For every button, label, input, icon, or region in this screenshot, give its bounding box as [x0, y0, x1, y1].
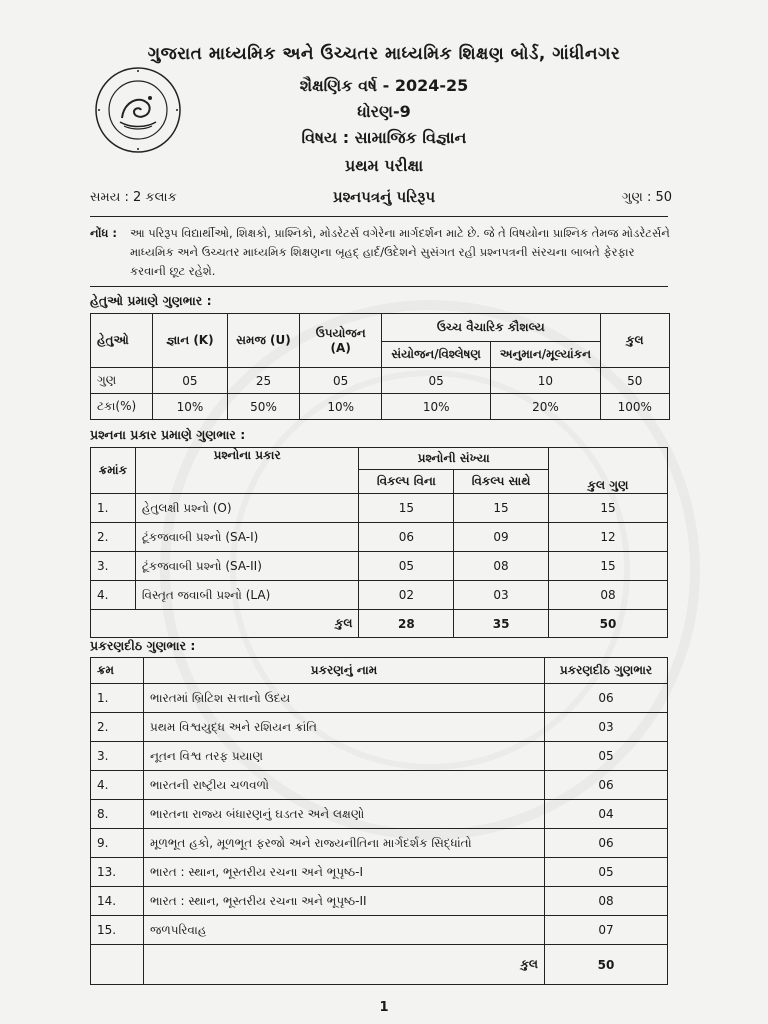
cell-chapter-name: મૂળભૂત હકો, મૂળભૂત ફરજો અને રાજ્યનીતિના માર્ગદર્શક સિદ્ધાંતો	[144, 829, 545, 858]
standard: ધોરણ-9	[357, 102, 411, 121]
total-label: કુલ	[144, 945, 545, 985]
cell-total: 50	[600, 368, 669, 394]
cell-marks: 03	[545, 713, 668, 742]
table-row	[91, 494, 668, 523]
cell-with: 15	[454, 494, 549, 523]
cell-sr: 1.	[91, 494, 136, 523]
objectives-table	[90, 313, 670, 420]
header-application: ઉપયોજન (A)	[300, 314, 382, 368]
table-row	[91, 523, 668, 552]
cell-marks: 07	[545, 916, 668, 945]
cell-marks: 05	[545, 858, 668, 887]
header-without-option: વિકલ્પ વિના	[359, 470, 454, 494]
cell-total: 15	[548, 494, 667, 523]
table-row	[91, 713, 668, 742]
qtypes-table	[90, 447, 668, 638]
table-row	[91, 742, 668, 771]
header-total: કુલ	[600, 314, 669, 368]
table-row	[91, 916, 668, 945]
cell-marks: 06	[545, 829, 668, 858]
total-without: 28	[359, 610, 454, 638]
cell-without: 15	[359, 494, 454, 523]
header-understanding: સમજ (U)	[227, 314, 300, 368]
header-with-option: વિકલ્પ સાથે	[454, 470, 549, 494]
cell-total: 12	[548, 523, 667, 552]
header-analysis: સંયોજન/વિશ્લેષણ	[381, 342, 490, 368]
cell-with: 09	[454, 523, 549, 552]
cell-sr: 13.	[91, 858, 144, 887]
cell-sr: 9.	[91, 829, 144, 858]
cell-chapter-name: ભારતમાં બ્રિટિશ સત્તાનો ઉદય	[144, 684, 545, 713]
header-count: પ્રશ્નોની સંખ્યા	[359, 448, 548, 470]
cell-total: 100%	[600, 394, 669, 420]
cell-marks: 04	[545, 800, 668, 829]
objectives-section-title: હેતુઓ પ્રમાણે ગુણભાર :	[90, 293, 212, 308]
cell-sr: 8.	[91, 800, 144, 829]
cell-knowledge: 05	[153, 368, 227, 394]
table-row	[91, 684, 668, 713]
header-sr: ક્રમાંક	[91, 448, 136, 494]
cell-type: વિસ્તૃત જવાબી પ્રશ્નો (LA)	[135, 581, 359, 610]
cell-marks: 08	[545, 887, 668, 916]
cell-chapter-name: નૂતન વિશ્વ તરફ પ્રયાણ	[144, 742, 545, 771]
note-label: નોંધ :	[90, 226, 117, 240]
cell-chapter-name: ભારત : સ્થાન, ભૂસ્તરીય રચના અને ભૂપૃષ્ઠ-I	[144, 858, 545, 887]
cell-chapter-name: ભારત : સ્થાન, ભૂસ્તરીય રચના અને ભૂપૃષ્ઠ-II	[144, 887, 545, 916]
table-row	[91, 829, 668, 858]
cell-type: હેતુલક્ષી પ્રશ્નો (O)	[135, 494, 359, 523]
cell-with: 08	[454, 552, 549, 581]
note-text: આ પરિરૂપ વિદ્યાર્થીઓ, શિક્ષકો, પ્રાશ્નિકો, મોડરેટર્સ વગેરેના માર્ગદર્શન માટે છે. જે તે વિષયોના પ્રાશ્નિક તેમજ મોડરેટર્સને માધ્યમિક અને ઉચ્ચતર માધ્યમિક શિક્ષણના બૃહદ્ હાર્દ/ઉદેશને સુસંગત રહી પ્રશ્નપત્રની સંરચના બાબતે ફેરફાર કરવાની છૂટ રહેશે.	[130, 226, 670, 278]
total-row	[91, 610, 668, 638]
row-label: ગુણ	[91, 368, 153, 394]
cell-sr: 4.	[91, 771, 144, 800]
table-row	[91, 858, 668, 887]
cell-application: 10%	[300, 394, 382, 420]
cell-sr: 4.	[91, 581, 136, 610]
cell-sr: 15.	[91, 916, 144, 945]
academic-year: શૈક્ષણિક વર્ષ - 2024-25	[299, 76, 469, 95]
total-marks: ગુણ : 50	[621, 190, 672, 205]
total-label: કુલ	[91, 610, 359, 638]
header-chapter-name: પ્રકરણનું નામ	[144, 658, 545, 684]
table-row	[91, 581, 668, 610]
cell-chapter-name: ભારતના રાજ્ય બંધારણનું ઘડતર અને લક્ષણો	[144, 800, 545, 829]
cell-understanding: 50%	[227, 394, 300, 420]
page-number: 1	[379, 1000, 389, 1015]
cell-sr: 3.	[91, 742, 144, 771]
cell-type: ટૂંકજવાબી પ્રશ્નો (SA-I)	[135, 523, 359, 552]
divider	[90, 216, 668, 217]
cell-sr: 3.	[91, 552, 136, 581]
cell-marks: 06	[545, 684, 668, 713]
header-evaluation: અનુમાન/મૂલ્યાંકન	[491, 342, 600, 368]
header-type: પ્રશ્નોના પ્રકાર	[135, 448, 359, 494]
cell-sr: 2.	[91, 523, 136, 552]
table-row	[91, 771, 668, 800]
paper-pattern-title: પ્રશ્નપત્રનું પરિરૂપ	[332, 188, 436, 206]
table-row	[91, 887, 668, 916]
header-chapter-marks: પ્રકરણદીઠ ગુણભાર	[545, 658, 668, 684]
chapters-table	[90, 657, 668, 985]
qtypes-section-title: પ્રશ્નના પ્રકાર પ્રમાણે ગુણભાર :	[90, 427, 246, 442]
total-with: 35	[454, 610, 549, 638]
total-marks: 50	[548, 610, 667, 638]
cell-without: 05	[359, 552, 454, 581]
subject: વિષય : સામાજિક વિજ્ઞાન	[301, 128, 467, 147]
header-hots: ઉચ્ચ વૈચારિક કૌશલ્ય	[381, 314, 600, 342]
cell-evaluation: 20%	[491, 394, 600, 420]
cell-chapter-name: જળપરિવાહ	[144, 916, 545, 945]
cell-sr: 1.	[91, 684, 144, 713]
cell-marks: 05	[545, 742, 668, 771]
cell-total: 08	[548, 581, 667, 610]
header-objective: હેતુઓ	[91, 314, 153, 368]
cell-with: 03	[454, 581, 549, 610]
cell-evaluation: 10	[491, 368, 600, 394]
cell-marks: 06	[545, 771, 668, 800]
cell-analysis: 05	[381, 368, 490, 394]
cell-without: 02	[359, 581, 454, 610]
exam-name: પ્રથમ પરીક્ષા	[344, 156, 424, 175]
cell-chapter-name: પ્રથમ વિશ્વયુદ્ધ અને રશિયન ક્રાંતિ	[144, 713, 545, 742]
total-marks: 50	[545, 945, 668, 985]
cell-sr: 2.	[91, 713, 144, 742]
cell-knowledge: 10%	[153, 394, 227, 420]
cell-analysis: 10%	[381, 394, 490, 420]
table-row	[91, 800, 668, 829]
table-row	[91, 368, 670, 394]
total-row	[91, 945, 668, 985]
chapters-section-title: પ્રકરણદીઠ ગુણભાર :	[90, 638, 196, 653]
header-sr: ક્રમ	[91, 658, 144, 684]
divider	[90, 286, 668, 287]
cell-chapter-name: ભારતની રાષ્ટ્રીય ચળવળો	[144, 771, 545, 800]
table-row	[91, 394, 670, 420]
row-label: ટકા(%)	[91, 394, 153, 420]
cell-type: ટૂંકજવાબી પ્રશ્નો (SA-II)	[135, 552, 359, 581]
header-knowledge: જ્ઞાન (K)	[153, 314, 227, 368]
empty-cell	[91, 945, 144, 985]
exam-time: સમય : 2 કલાક	[90, 190, 177, 205]
header-total-marks: કુલ ગુણ	[548, 448, 667, 494]
cell-total: 15	[548, 552, 667, 581]
cell-application: 05	[300, 368, 382, 394]
cell-sr: 14.	[91, 887, 144, 916]
board-name: ગુજરાત માધ્યમિક અને ઉચ્ચતર માધ્યમિક શિક્ષણ બોર્ડ, ગાંધીનગર	[147, 44, 621, 64]
table-row	[91, 552, 668, 581]
cell-understanding: 25	[227, 368, 300, 394]
cell-without: 06	[359, 523, 454, 552]
